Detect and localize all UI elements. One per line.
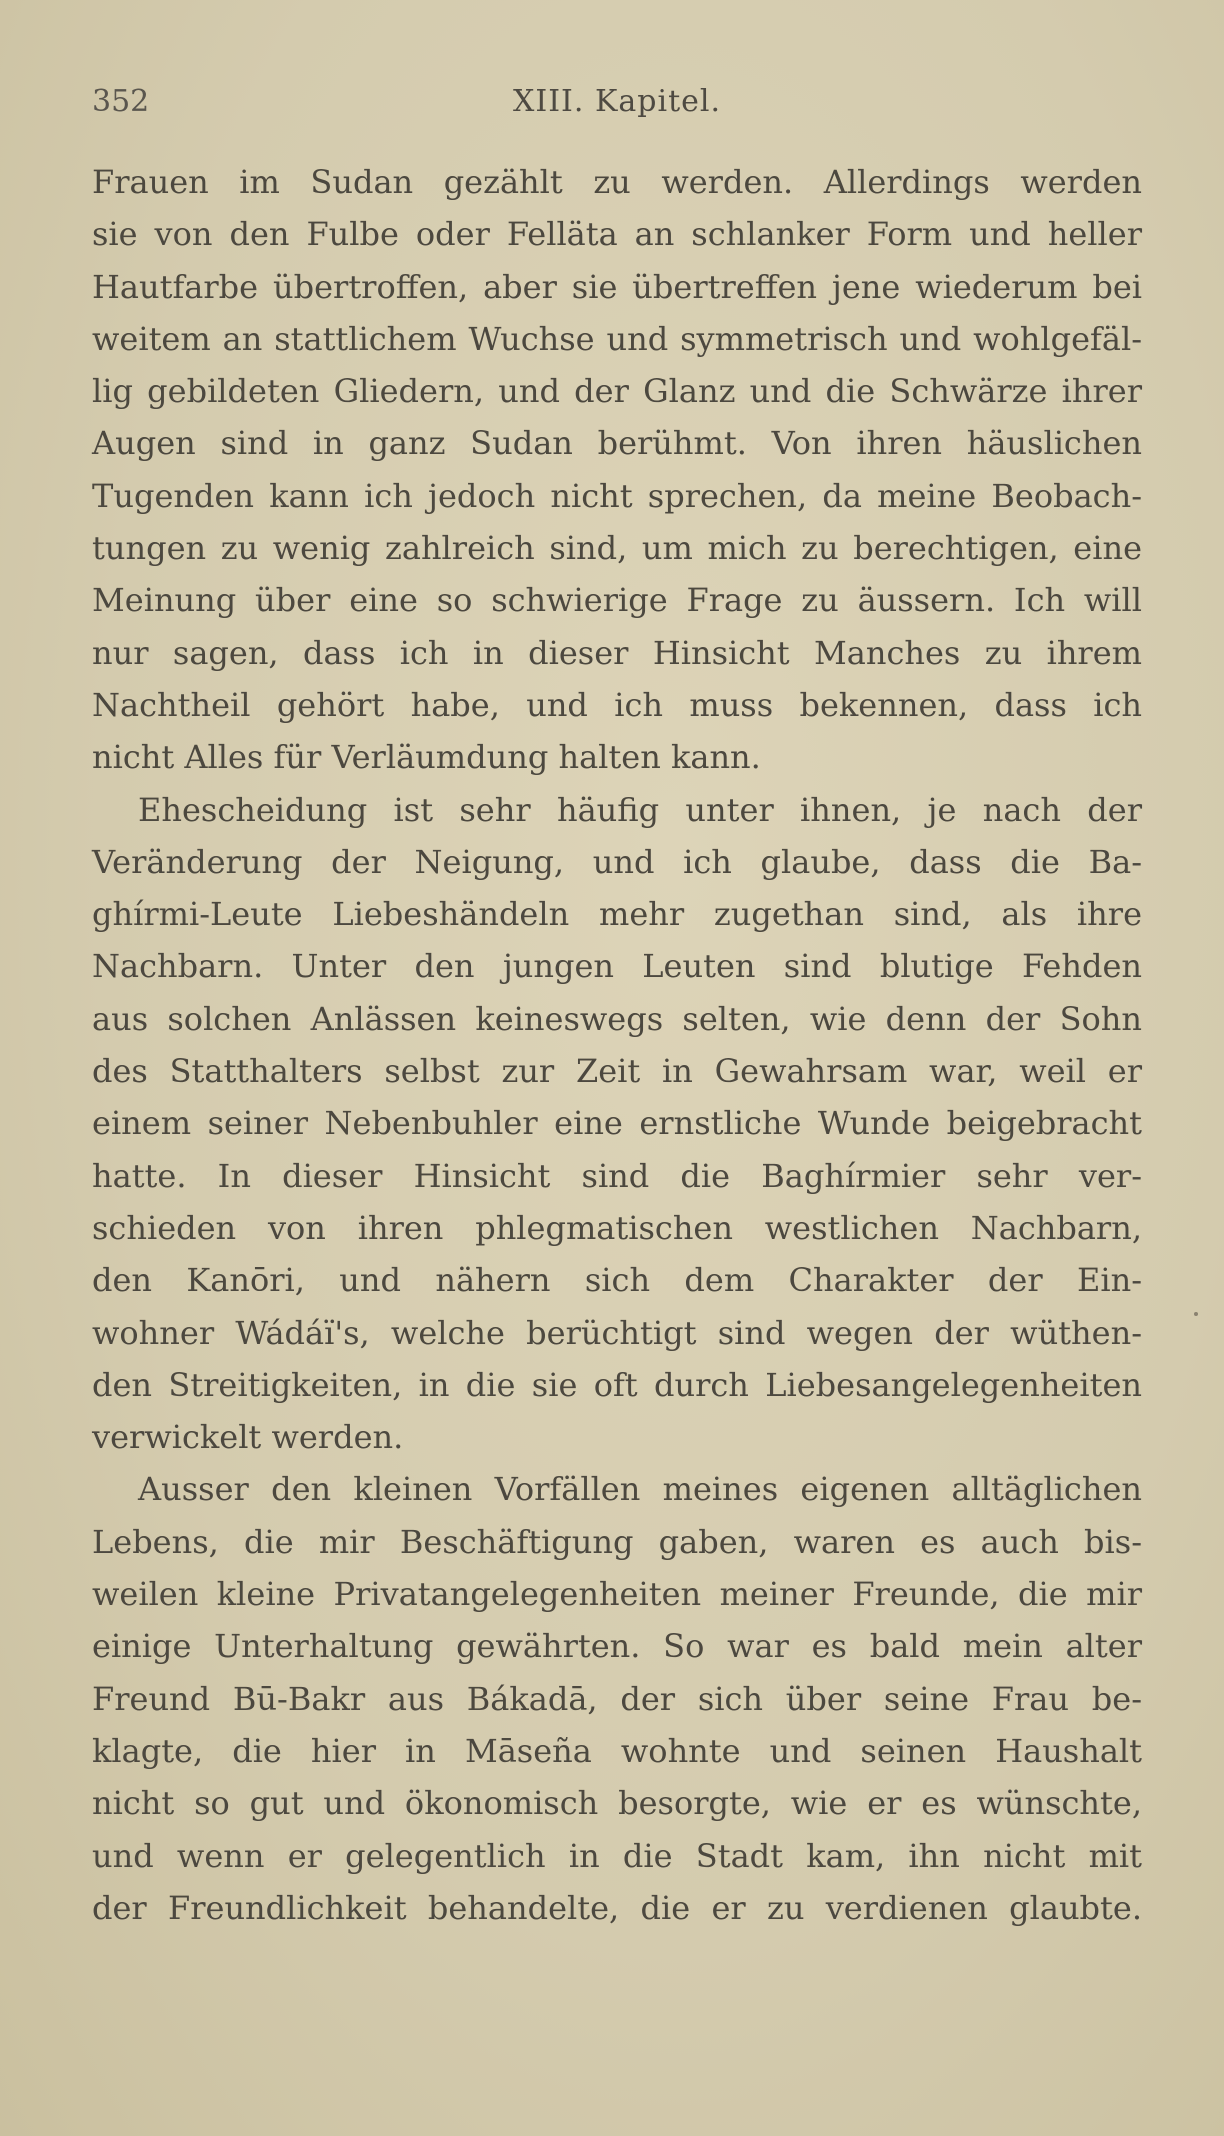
text-line: hatte. In dieser Hinsicht sind die Baghírmier sehr ver-: [92, 1156, 1142, 1195]
page-number: 352: [92, 84, 150, 119]
running-title: XIII. Kapitel.: [512, 84, 722, 119]
text-line: ghírmi-Leute Liebeshändeln mehr zugethan sind, als ihre: [92, 895, 1142, 934]
text-line: tungen zu wenig zahlreich sind, um mich zu berechtigen, eine: [92, 529, 1142, 568]
paragraph-2: [92, 784, 1142, 1464]
body-text: [92, 156, 1142, 1934]
text-line: Augen sind in ganz Sudan berühmt. Von ihren häuslichen: [92, 424, 1142, 463]
paragraph-1: [92, 156, 1142, 784]
text-line: den Kanōri, und nähern sich dem Charakter der Ein-: [92, 1261, 1142, 1300]
text-line: weitem an stattlichem Wuchse und symmetrisch und wohlgefäl-: [92, 319, 1142, 358]
text-line: der Freundlichkeit behandelte, die er zu verdienen glaubte.: [92, 1888, 1142, 1927]
text-line: nicht Alles für Verläumdung halten kann.: [92, 738, 761, 777]
text-line: sie von den Fulbe oder Felläta an schlanker Form und heller: [92, 215, 1142, 254]
text-line: nicht so gut und ökonomisch besorgte, wie er es wünschte,: [92, 1784, 1142, 1823]
text-line: einige Unterhaltung gewährten. So war es bald mein alter: [92, 1627, 1142, 1666]
text-line: klagte, die hier in Māseña wohnte und seinen Haushalt: [92, 1731, 1142, 1770]
text-line: weilen kleine Privatangelegenheiten meiner Freunde, die mir: [92, 1575, 1142, 1614]
text-line: schieden von ihren phlegmatischen westlichen Nachbarn,: [92, 1208, 1142, 1247]
text-line: und wenn er gelegentlich in die Stadt kam, ihn nicht mit: [92, 1836, 1142, 1875]
text-line: Tugenden kann ich jedoch nicht sprechen, da meine Beobach-: [92, 476, 1142, 515]
text-line: Lebens, die mir Beschäftigung gaben, waren es auch bis-: [92, 1522, 1142, 1561]
text-line: einem seiner Nebenbuhler eine ernstliche Wunde beigebracht: [92, 1104, 1142, 1143]
text-line: nur sagen, dass ich in dieser Hinsicht Manches zu ihrem: [92, 633, 1142, 672]
text-line: aus solchen Anlässen keineswegs selten, wie denn der Sohn: [92, 999, 1142, 1038]
text-line: Freund Bū-Bakr aus Bákadā, der sich über seine Frau be-: [92, 1679, 1142, 1718]
paragraph-3: [92, 1463, 1142, 1934]
text-line: Ausser den kleinen Vorfällen meines eigenen alltäglichen: [138, 1470, 1142, 1509]
text-line: Ehescheidung ist sehr häufig unter ihnen, je nach der: [138, 790, 1142, 829]
text-line: lig gebildeten Gliedern, und der Glanz und die Schwärze ihrer: [92, 372, 1142, 411]
text-line: Hautfarbe übertroffen, aber sie übertreffen jene wiederum bei: [92, 267, 1142, 306]
text-line: verwickelt werden.: [92, 1418, 404, 1457]
text-line: des Statthalters selbst zur Zeit in Gewahrsam war, weil er: [92, 1052, 1142, 1091]
page-header: [92, 84, 1142, 128]
text-line: Frauen im Sudan gezählt zu werden. Allerdings werden: [92, 163, 1142, 201]
text-line: Meinung über eine so schwierige Frage zu äussern. Ich will: [92, 581, 1142, 620]
text-line: Nachtheil gehört habe, und ich muss bekennen, dass ich: [92, 685, 1142, 724]
margin-speck: [1194, 1312, 1198, 1316]
text-line: den Streitigkeiten, in die sie oft durch Liebesangelegenheiten: [92, 1365, 1142, 1404]
text-line: Nachbarn. Unter den jungen Leuten sind blutige Fehden: [92, 947, 1142, 986]
text-line: wohner Wádáï's, welche berüchtigt sind wegen der wüthen-: [92, 1313, 1142, 1352]
text-line: Veränderung der Neigung, und ich glaube, dass die Ba-: [92, 842, 1142, 881]
